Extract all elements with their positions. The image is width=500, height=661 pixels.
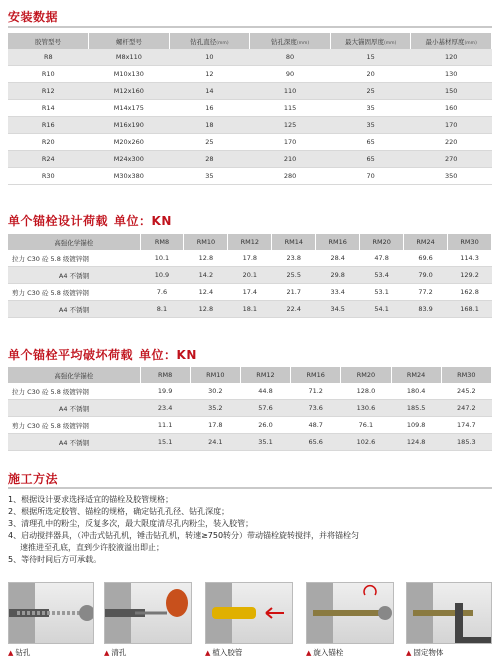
table-header-row [8,367,492,383]
table-cell: R12 [8,83,89,100]
table-cell: 10.1 [140,250,184,267]
table-cell: 65 [330,151,411,168]
table-cell: 35.1 [240,434,290,451]
header-cell: 螺杆型号 [89,33,170,49]
fix-object-illustration [406,582,492,644]
header-cell: RM24 [391,367,441,383]
table-cell: 150 [411,83,492,100]
table-cell: 12.8 [184,301,228,318]
table-cell: 15.1 [140,434,190,451]
table-row [8,250,492,267]
table-cell: 剪力 C30 砼 5.8 级镀锌钢 [8,417,140,434]
table-cell: 110 [250,83,331,100]
fixture-icon [407,583,492,644]
table-cell: 69.6 [404,250,448,267]
header-cell: 高强化学锚栓 [8,234,140,250]
table-cell: 120 [411,49,492,66]
install-data-title: 安装数据 [8,10,59,24]
table-cell: R24 [8,151,89,168]
table-row [8,83,492,100]
table-cell: 29.8 [316,267,360,284]
title-divider [8,26,492,28]
caption-clean: ▲ 清孔 [104,648,127,657]
table-cell: 25 [169,134,250,151]
table-cell: 15 [330,49,411,66]
table-cell: 47.8 [360,250,404,267]
failure-load-table [8,367,492,451]
install-data-table [8,33,492,185]
header-cell: 钻孔深度(mm) [250,33,331,49]
table-cell: 79.0 [404,267,448,284]
table-cell: 280 [250,168,331,185]
table-row [8,100,492,117]
table-row [8,151,492,168]
failure-load-title: 单个锚栓平均破坏荷载 单位：KN [8,348,197,362]
table-cell: 162.8 [448,284,492,301]
header-cell: 胶管型号 [8,33,89,49]
table-cell: M12x160 [89,83,170,100]
step-item: 2、根据所选定胶管、锚栓的规格，确定钻孔孔径、钻孔深度； [8,507,230,516]
blower-icon [105,583,192,644]
table-cell: 剪力 C30 砼 5.8 级镀锌钢 [8,284,140,301]
caption-fix: ▲ 固定物体 [406,648,444,657]
header-cell: RM8 [140,367,190,383]
table-cell: R8 [8,49,89,66]
table-row [8,383,492,400]
table-cell: M16x190 [89,117,170,134]
table-cell: M8x110 [89,49,170,66]
header-cell: 最小基材厚度(mm) [411,33,492,49]
table-header-row [8,234,492,250]
step-item: 3、清理孔中的粉尘，反复多次，最大限度清尽孔内粉尘，装入胶管； [8,519,254,528]
table-row [8,134,492,151]
table-cell: 21.7 [272,284,316,301]
table-cell: 80 [250,49,331,66]
title-divider [8,487,492,489]
table-cell: 23.4 [140,400,190,417]
table-cell: 245.2 [441,383,491,400]
table-row [8,66,492,83]
screw-anchor-illustration [306,582,394,644]
table-cell: 10 [169,49,250,66]
table-cell: 70 [330,168,411,185]
table-cell: 48.7 [291,417,341,434]
table-cell: 350 [411,168,492,185]
table-cell: 53.1 [360,284,404,301]
install-data-body [8,49,492,185]
header-cell: RM24 [404,234,448,250]
table-cell: 12.4 [184,284,228,301]
table-cell: 90 [250,66,331,83]
table-row [8,284,492,301]
design-load-title: 单个锚栓设计荷载 单位：KN [8,214,172,228]
table-cell: A4 不锈钢 [8,400,140,417]
table-cell: 210 [250,151,331,168]
table-cell: 12.8 [184,250,228,267]
table-header-row [8,33,492,49]
table-row [8,267,492,284]
table-cell: 160 [411,100,492,117]
header-cell: RM12 [228,234,272,250]
table-cell: 14.2 [184,267,228,284]
design-load-body [8,250,492,318]
table-cell: 115 [250,100,331,117]
table-cell: 拉力 C30 砼 5.8 级镀锌钢 [8,250,140,267]
header-cell: RM30 [441,367,491,383]
header-cell: RM20 [341,367,391,383]
table-cell: 130 [411,66,492,83]
table-cell: 26.0 [240,417,290,434]
insert-capsule-illustration [205,582,293,644]
caption-insert: ▲ 植入胶管 [205,648,243,657]
header-cell: RM14 [272,234,316,250]
clean-hole-illustration [104,582,192,644]
table-cell: 24.1 [190,434,240,451]
capsule-icon [206,583,293,644]
header-cell: RM12 [240,367,290,383]
table-cell: 17.8 [228,250,272,267]
table-row [8,434,492,451]
table-cell: 109.8 [391,417,441,434]
step-item: 1、根据设计要求选择适宜的锚栓及胶管规格； [8,495,174,504]
table-cell: A4 不锈钢 [8,267,140,284]
table-cell: R16 [8,117,89,134]
table-row [8,168,492,185]
table-cell: 54.1 [360,301,404,318]
table-row [8,49,492,66]
step-item: 4、启动搅拌器具，（冲击式钻孔机，锤击钻孔机，转速≥750转分）带动锚栓旋转搅拌，并将锚栓匀 [8,531,360,540]
table-cell: 11.1 [140,417,190,434]
failure-load-body [8,383,492,451]
table-cell: 16 [169,100,250,117]
table-cell: 44.8 [240,383,290,400]
table-cell: 17.4 [228,284,272,301]
drill-icon [9,583,94,644]
table-cell: 34.5 [316,301,360,318]
table-cell: 35.2 [190,400,240,417]
table-cell: A4 不锈钢 [8,434,140,451]
drill-illustration [8,582,94,644]
caption-screw: ▲ 旋入锚栓 [306,648,344,657]
table-cell: 128.0 [341,383,391,400]
table-cell: 30.2 [190,383,240,400]
table-cell: 174.7 [441,417,491,434]
table-cell: 71.2 [291,383,341,400]
caption-drill: ▲ 钻孔 [8,648,31,657]
table-cell: R30 [8,168,89,185]
table-cell: R10 [8,66,89,83]
table-cell: 25 [330,83,411,100]
table-cell: 53.4 [360,267,404,284]
table-cell: M30x380 [89,168,170,185]
table-row [8,417,492,434]
table-cell: 65 [330,134,411,151]
construction-steps [8,494,492,566]
table-cell: M24x300 [89,151,170,168]
table-cell: M14x175 [89,100,170,117]
table-cell: 76.1 [341,417,391,434]
design-load-table [8,234,492,318]
table-cell: 270 [411,151,492,168]
table-cell: 28 [169,151,250,168]
table-cell: 35 [169,168,250,185]
table-cell: 8.1 [140,301,184,318]
table-cell: 220 [411,134,492,151]
header-cell: RM16 [316,234,360,250]
step-item: 速推进至孔底，直到少许胶液溢出即止； [20,543,164,552]
header-cell: 高强化学锚栓 [8,367,140,383]
header-cell: 最大锚固厚度(mm) [330,33,411,49]
table-row [8,301,492,318]
table-cell: R20 [8,134,89,151]
table-cell: 77.2 [404,284,448,301]
table-cell: 19.9 [140,383,190,400]
header-cell: RM10 [190,367,240,383]
header-cell: 钻孔直径(mm) [169,33,250,49]
table-cell: 20 [330,66,411,83]
table-row [8,400,492,417]
table-cell: 185.3 [441,434,491,451]
table-cell: 129.2 [448,267,492,284]
table-cell: 73.6 [291,400,341,417]
table-cell: 28.4 [316,250,360,267]
table-cell: 130.6 [341,400,391,417]
table-cell: 35 [330,117,411,134]
table-cell: 14 [169,83,250,100]
table-cell: 12 [169,66,250,83]
construction-method-title: 施工方法 [8,472,59,486]
table-cell: A4 不锈钢 [8,301,140,318]
table-cell: 18.1 [228,301,272,318]
table-cell: 25.5 [272,267,316,284]
table-cell: 170 [250,134,331,151]
table-cell: 7.6 [140,284,184,301]
table-cell: 125 [250,117,331,134]
table-cell: 124.8 [391,434,441,451]
table-cell: 20.1 [228,267,272,284]
header-cell: RM16 [291,367,341,383]
anchor-rod-icon [307,583,394,644]
table-row [8,117,492,134]
table-cell: M20x260 [89,134,170,151]
table-cell: 247.2 [441,400,491,417]
table-cell: 83.9 [404,301,448,318]
header-cell: RM30 [448,234,492,250]
table-cell: 180.4 [391,383,441,400]
table-cell: 57.6 [240,400,290,417]
table-cell: 拉力 C30 砼 5.8 级镀锌钢 [8,383,140,400]
table-cell: 65.6 [291,434,341,451]
header-cell: RM8 [140,234,184,250]
table-cell: M10x130 [89,66,170,83]
header-cell: RM10 [184,234,228,250]
table-cell: 185.5 [391,400,441,417]
table-cell: R14 [8,100,89,117]
table-cell: 35 [330,100,411,117]
header-cell: RM20 [360,234,404,250]
table-cell: 114.3 [448,250,492,267]
table-cell: 10.9 [140,267,184,284]
table-cell: 168.1 [448,301,492,318]
step-item: 5、等待时间后方可承载。 [8,555,102,564]
table-cell: 170 [411,117,492,134]
table-cell: 33.4 [316,284,360,301]
table-cell: 23.8 [272,250,316,267]
table-cell: 102.6 [341,434,391,451]
table-cell: 22.4 [272,301,316,318]
table-cell: 18 [169,117,250,134]
table-cell: 17.8 [190,417,240,434]
